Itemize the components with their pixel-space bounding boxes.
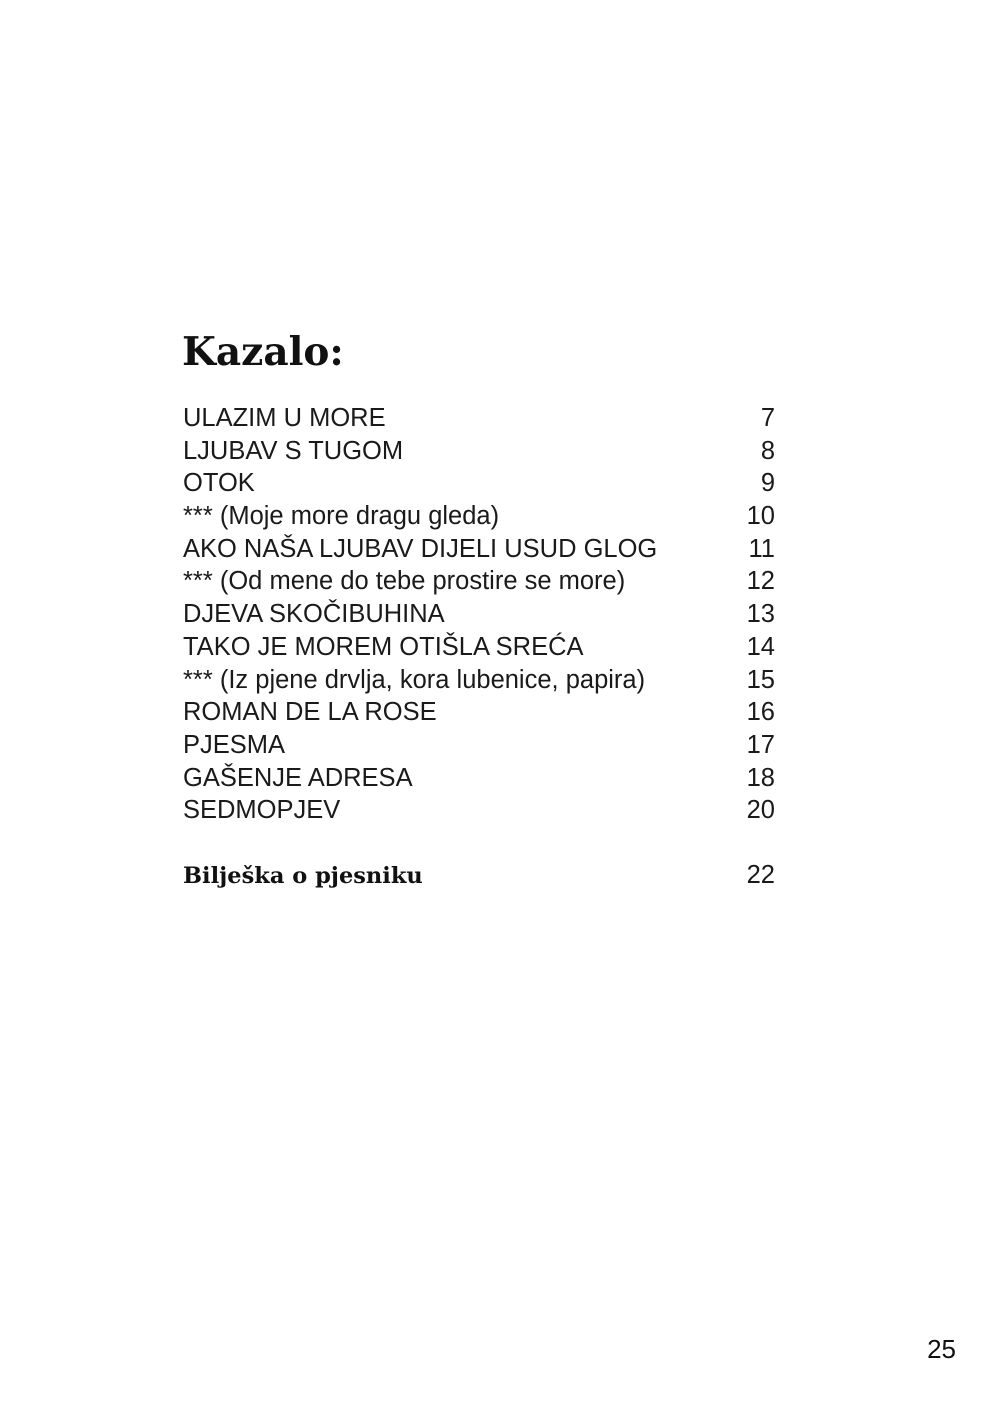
toc-entry-page: 16 [746,698,775,727]
toc-entry [183,467,775,500]
toc-entry-title: SEDMOPJEV [183,796,341,825]
toc-entry [183,664,775,697]
page-title: Kazalo: [182,329,344,375]
toc-entry [183,500,775,533]
toc-entry [183,598,775,631]
toc-entry-title: ROMAN DE LA ROSE [183,698,437,727]
table-of-contents [183,402,775,827]
page-number: 25 [927,1334,956,1364]
toc-entry-title: AKO NAŠA LJUBAV DIJELI USUD GLOG [183,534,658,563]
toc-entry [183,402,775,435]
toc-entry-page: 14 [746,632,775,661]
toc-entry-title: GAŠENJE ADRESA [183,763,413,792]
toc-entry-title: *** (Od mene do tebe prostire se more) [183,567,626,596]
toc-entry-title: TAKO JE MOREM OTIŠLA SREĆA [183,632,584,661]
toc-entry-page: 17 [746,730,775,759]
toc-entry-page: 10 [746,502,775,531]
toc-entry-page: 13 [746,600,775,629]
toc-entry-title: LJUBAV S TUGOM [183,436,404,465]
toc-entry [183,533,775,566]
toc-extra-title: Bilješka o pjesniku [183,863,423,889]
toc-entry-title: PJESMA [183,730,286,759]
toc-entry [183,762,775,795]
toc-entry [183,565,775,598]
toc-entry [183,696,775,729]
toc-entry-page: 15 [746,665,775,694]
toc-entry-page: 11 [748,534,775,563]
toc-entry-title: *** (Iz pjene drvlja, kora lubenice, papira) [183,665,646,694]
toc-extra-entry [183,861,775,890]
toc-entry-page: 12 [746,567,775,596]
toc-entry-page: 7 [760,404,775,432]
toc-entry-title: DJEVA SKOČIBUHINA [183,600,445,629]
toc-entry-page: 20 [746,796,775,825]
toc-entry [183,729,775,762]
toc-entry-title: ULAZIM U MORE [183,404,386,432]
toc-entry [183,435,775,468]
toc-extra-page: 22 [746,861,775,889]
toc-entry [183,794,775,827]
toc-entry [183,631,775,664]
toc-entry-title: OTOK [183,469,255,498]
toc-entry-page: 18 [746,763,775,792]
toc-entry-title: *** (Moje more dragu gleda) [183,502,500,531]
toc-entry-page: 9 [760,469,775,498]
toc-entry-page: 8 [760,436,775,465]
